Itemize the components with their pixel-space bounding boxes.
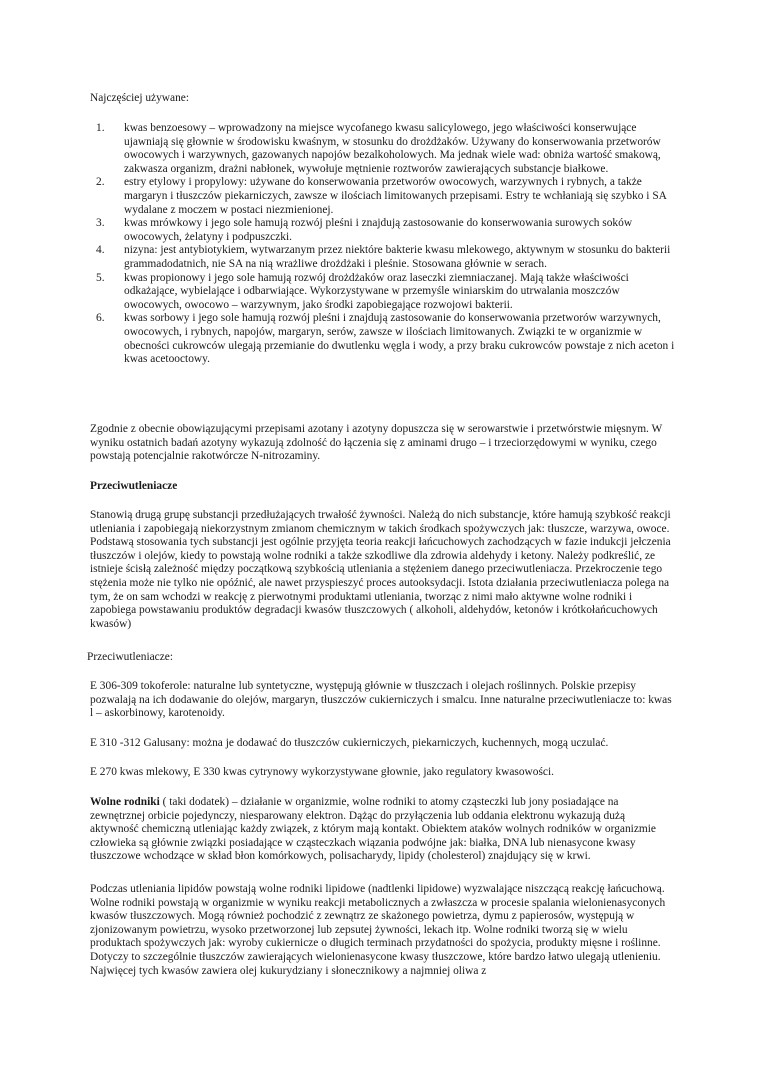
list-item-text: kwas sorbowy i jego sole hamują rozwój pleśni i znajdują zastosowanie do konserwowania przetworów warzywnych, owocowych, i rybnych, napojów, margaryn, serów, zawsze w ilościach limitowanych. Związki te w organizmie w obecności cukrowców ulegają przemianie do dwutlenku węgla i wody, a przy braku cukrowców powstaje z nich aceton i kwas acetooctowy. <box>124 312 675 366</box>
lipids-paragraph: Podczas utleniania lipidów powstają wolne rodniki lipidowe (nadtlenki lipidowe) wyzwalające niszczącą reakcję łańcuchową. Wolne rodniki powstają w organizmie w wyniku reakcji metabolicznych a zwłaszcza w procesie spalania wielonienasyconych kwasów tłuszczowych. Mogą również pochodzić z zewnątrz ze skażonego powietrza, dymu z papierosów, występują w zjonizowanym powietrzu, wysoko przetworzonej lub zepsutej żywności, lekach itp. Wolne rodniki tworzą się w wielu produktach spożywczych jak: wyroby cukiernicze o długich terminach przydatności do spożycia, produkty mięsne i roślinne. Dotyczy to szczególnie tłuszczów zawierających wielonienasycone kwasy tłuszczowe, które bardzo łatwo ulegają utlenieniu. Najwięcej tych kwasów zawiera olej kukurydziany i słonecznikowy a najmniej oliwa z <box>90 883 666 977</box>
e270-paragraph: E 270 kwas mlekowy, E 330 kwas cytrynowy wykorzystywane głownie, jako regulatory kwasowości. <box>90 766 554 778</box>
free-radicals-paragraph <box>90 796 675 864</box>
list-item <box>96 122 676 176</box>
list-item-text: kwas benzoesowy – wprowadzony na miejsce wycofanego kwasu salicylowego, jego właściwości konserwujące ujawniają się głownie w środowisku kwaśnym, w stosunku do drożdżaków. Używany do konserwowania przetworów owocowych i warzywnych, gazowanych napojów bezalkoholowych. Ma jednak wiele wad: obniża wartość smakową, zakwasza organizm, drażni nabłonek, wywołuje mętnienie roztworów zawierających substancje białkowe. <box>124 122 661 175</box>
list-item <box>96 244 676 271</box>
list-number: 2. <box>96 176 105 189</box>
e306-paragraph: E 306-309 tokoferole: naturalne lub syntetyczne, występują głównie w tłuszczach i olejach roślinnych. Polskie przepisy pozwalają na ich dodawanie do olejów, margaryn, tłuszczów cukierniczych i smalcu. Inne naturalne przeciwutleniacze to: kwas l – askorbinowy, karotenoidy. <box>90 680 672 720</box>
e310-paragraph: E 310 -312 Galusany: można je dodawać do tłuszczów cukierniczych, piekarniczych, kuchennych, mogą uczulać. <box>90 737 609 749</box>
list-item <box>96 217 676 244</box>
antioxidants-label: Przeciwutleniacze: <box>87 651 174 663</box>
list-number: 1. <box>96 122 105 134</box>
list-number: 4. <box>96 244 105 257</box>
free-radicals-term: Wolne rodniki <box>90 796 160 808</box>
intro-line: Najczęściej używane: <box>90 92 189 104</box>
list-number: 6. <box>96 312 105 325</box>
antioxidants-heading: Przeciwutleniacze <box>90 480 178 492</box>
list-item-text: kwas mrówkowy i jego sole hamują rozwój pleśni i znajdują zastosowanie do konserwowania surowych soków owocowych, żelatyny i podpuszczki. <box>124 217 633 243</box>
free-radicals-text: ( taki dodatek) – działanie w organizmie, wolne rodniki to atomy cząsteczki lub jony posiadające na zewnętrznej orbicie pojedynczy, niesparowany elektron. Dążąc do przyłączenia lub oddania elektronu wykazują dużą aktywność chemiczną utleniając każdy związek, z którym mają kontakt. Obiektem ataków wolnych rodników w organizmie człowieka są głównie związki posiadające w cząsteczkach wiązania podwójne jak: białka, DNA lub nienasycone kwasy tłuszczowe wchodzące w skład błon komórkowych, polisacharydy, lipidy (cholesterol) znajdujący się w krwi. <box>90 796 656 863</box>
list-number: 3. <box>96 217 105 230</box>
list-item-text: kwas propionowy i jego sole hamują rozwój drożdżaków oraz laseczki ziemniaczanej. Mają także właściwości odkażające, wybielające i odbarwiające. Wykorzystywane w przemyśle winiarskim do utrwalania moszczów owocowych, owocowo – warzywnym, jako środki zapobiegające rozwojowi bakterii. <box>124 271 629 311</box>
list-item-text: estry etylowy i propylowy: używane do konserwowania przetworów owocowych, warzywnych i rybnych, a także margaryn i tłuszczów piekarniczych, zawsze w ilościach limitowanych przepisami. Estry te wchłaniają się szybko i SA wydalane z moczem w postaci niezmienionej. <box>124 176 667 216</box>
antioxidants-paragraph: Stanowią drugą grupę substancji przedłużających trwałość żywności. Należą do nich substancje, które hamują szybkość reakcji utleniania i zapobiegają niekorzystnym zmianom chemicznym w takich środkach spożywczych jak: tłuszcze, warzywa, owoce. Podstawą stosowania tych substancji jest ogólnie przyjęta teoria reakcji łańcuchowych zachodzących w fazie indukcji jełczenia tłuszczów i olejów, kiedy to powstają wolne rodniki a także szkodliwe dla zdrowia aldehydy i ketony. Należy podkreślić, ze istnieje ścisłą zależność między początkową szybkością utleniania a stężeniem danego przeciwutleniacza. Przekroczenie tego stężenia może nie tylko nie opóźnić, ale nawet przyspieszyć proces autooksydacji. Istota działania przeciwutleniacza polega na tym, że on sam wchodzi w reakcję z pierwotnymi produktami utleniania, tworząc z nimi mało aktywne wolne rodniki i zapobiega powstawaniu produktów degradacji kwasów tłuszczowych ( alkoholi, aldehydów, ketonów i krótkołańcuchowych kwasów) <box>90 509 671 630</box>
list-item <box>96 271 676 313</box>
nitrates-paragraph: Zgodnie z obecnie obowiązującymi przepisami azotany i azotyny dopuszcza się w serowarstwie i przetwórstwie mięsnym. W wyniku ostatnich badań azotyny wykazują zdolność do łączenia się z aminami drugo – i trzeciorzędowymi w wyniku, czego powstają potencjalnie rakotwórcze N-nitrozaminy. <box>90 423 663 463</box>
list-number: 5. <box>96 271 105 284</box>
list-item <box>96 312 676 366</box>
preservatives-list <box>96 122 676 367</box>
list-item-text: nizyna: jest antybiotykiem, wytwarzanym przez niektóre bakterie kwasu mlekowego, aktywnym w stosunku do bakterii grammadodatnich, nie SA na nią wrażliwe drożdżaki i pleśnie. Stosowana głównie w serach. <box>124 244 671 270</box>
list-item <box>96 176 676 217</box>
